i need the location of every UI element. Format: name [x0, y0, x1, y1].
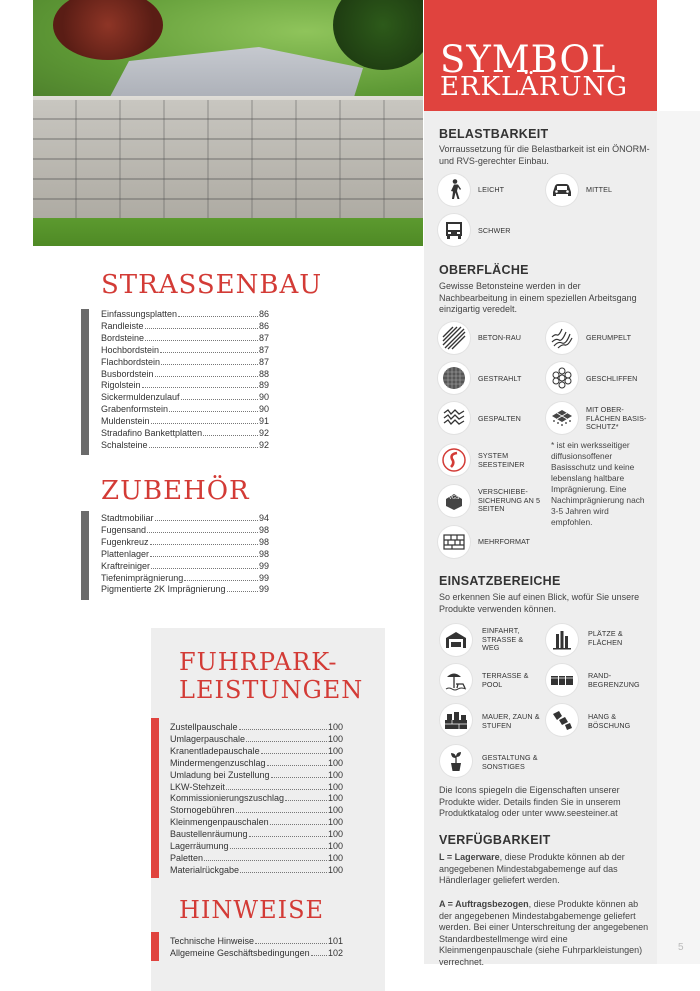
gestaltung-icon	[440, 745, 472, 777]
strassenbau-bar	[81, 309, 89, 455]
toc-entry-page: 100	[327, 757, 343, 768]
toc-leader-dots	[236, 812, 327, 813]
toc-entry	[101, 537, 269, 549]
ober-label-system: SYSTEM SEESTEINER	[478, 451, 525, 469]
toc-entry-page: 99	[258, 584, 269, 595]
toc-entry-page: 92	[258, 428, 269, 439]
toc-entry	[170, 829, 343, 841]
toc-entry-page: 100	[327, 793, 343, 804]
toc-entry-page: 100	[327, 864, 343, 875]
toc-entry	[101, 428, 269, 440]
toc-leader-dots	[267, 765, 327, 766]
toc-entry	[170, 841, 343, 853]
belastbarkeit-heading: BELASTBARKEIT	[439, 127, 549, 141]
toc-entry	[101, 573, 269, 585]
toc-entry-name: Mindermengenzuschlag	[170, 757, 266, 768]
toc-entry-name: Plattenlager	[101, 548, 150, 559]
einsatz-footer: Die Icons spiegeln die Eigenschaften unserer Produkte wider. Details finden Sie in unserem Produktkatalog oder unter www.seesteiner.at	[439, 785, 621, 818]
toc-entry	[170, 722, 343, 734]
garden-wall-photo	[33, 0, 423, 246]
toc-leader-dots	[239, 729, 327, 730]
toc-entry	[101, 440, 269, 452]
toc-entry-name: Einfassungsplatten	[101, 309, 178, 319]
verfueg-lagerware	[439, 852, 651, 887]
toc-entry-name: LKW-Stehzeit	[170, 781, 225, 792]
einsatz-label-gestaltung: GESTALTUNG & SONSTIGES	[482, 753, 538, 771]
toc-entry-page: 100	[327, 805, 343, 816]
verschiebesicherung-icon	[438, 485, 470, 517]
gerumpelt-icon	[546, 322, 578, 354]
ober-label-gespalten: GESPALTEN	[478, 414, 521, 423]
toc-leader-dots	[249, 836, 327, 837]
toc-entry	[170, 936, 343, 948]
toc-entry-name: Technische Hinweise	[170, 936, 255, 946]
toc-entry-name: Schalsteine	[101, 439, 148, 450]
seesteiner-logo-icon	[438, 444, 470, 476]
toc-leader-dots	[155, 376, 258, 377]
verfuegbarkeit-heading: VERFÜGBARKEIT	[439, 833, 551, 847]
toc-entry-name: Materialrückgabe	[170, 864, 240, 875]
toc-entry-page: 100	[327, 841, 343, 852]
auftrag-key: A = Auftragsbezogen	[439, 899, 529, 909]
toc-leader-dots	[145, 328, 258, 329]
ober-label-geschliffen: GESCHLIFFEN	[586, 374, 638, 383]
title-line-1: SYMBOL	[440, 38, 617, 81]
toc-entry-name: Busbordstein	[101, 368, 154, 379]
toc-entry	[170, 853, 343, 865]
toc-entry	[170, 865, 343, 877]
fuhrpark-bar	[151, 718, 159, 878]
symbol-title-box	[424, 0, 657, 111]
hang-boeschung-icon	[546, 704, 578, 736]
toc-entry	[101, 345, 269, 357]
belast-label-schwer: SCHWER	[478, 226, 511, 235]
toc-entry-name: Umladung bei Zustellung	[170, 769, 270, 780]
toc-leader-dots	[181, 399, 258, 400]
einfahrt-icon	[440, 624, 472, 656]
vgs-badge-text: VGS	[448, 495, 460, 501]
toc-entry-name: Fugensand	[101, 524, 147, 535]
strassenbau-list	[101, 309, 269, 452]
einsatz-label-einfahrt: EINFAHRT, STRASSE & WEG	[482, 626, 524, 653]
toc-entry-page: 100	[327, 733, 343, 744]
toc-leader-dots	[149, 447, 258, 448]
ober-label-gerumpelt: GERUMPELT	[586, 333, 632, 342]
einsatz-text: So erkennen Sie auf einen Blick, wofür Sie unsere Produkte verwenden können.	[439, 592, 640, 614]
toc-entry-page: 87	[258, 332, 269, 343]
gestrahlt-icon	[438, 362, 470, 394]
basisschutz-icon	[546, 402, 578, 434]
toc-entry	[101, 357, 269, 369]
toc-entry-page: 98	[258, 548, 269, 559]
basisschutz-note: * ist ein werksseitiger diffusionsoffener Basisschutz und keine lebenslang haltbare Imprägnierung. Eine Nachimprägnierung nach 3-5 Jahren wird empfohlen.	[551, 440, 645, 527]
toc-entry-name: Muldenstein	[101, 416, 150, 427]
toc-entry	[101, 380, 269, 392]
toc-entry-name: Rigolstein	[101, 380, 141, 391]
toc-leader-dots	[145, 340, 258, 341]
toc-entry-page: 100	[327, 852, 343, 863]
toc-entry-page: 99	[258, 560, 269, 571]
toc-entry-name: Allgemeine Geschäftsbedingungen	[170, 947, 310, 958]
einsatz-label-hang: HANG & BÖSCHUNG	[588, 712, 631, 730]
einsatz-label-mauer: MAUER, ZAUN & STUFEN	[482, 712, 540, 730]
geschliffen-icon	[546, 362, 578, 394]
toc-entry	[170, 793, 343, 805]
toc-entry-page: 98	[258, 536, 269, 547]
toc-entry-name: Stradafino Bankettplatten	[101, 428, 203, 439]
toc-leader-dots	[227, 591, 258, 592]
toc-entry-name: Bordsteine	[101, 332, 145, 343]
randbegrenzung-icon	[546, 664, 578, 696]
zubehoer-list	[101, 513, 269, 596]
toc-leader-dots	[226, 789, 327, 790]
toc-entry	[101, 404, 269, 416]
car-icon	[546, 174, 578, 206]
toc-entry-page: 99	[258, 572, 269, 583]
toc-entry-page: 87	[258, 344, 269, 355]
toc-leader-dots	[142, 387, 258, 388]
toc-leader-dots	[311, 955, 327, 956]
toc-entry-name: Zustellpauschale	[170, 722, 238, 732]
belast-label-leicht: LEICHT	[478, 185, 505, 194]
toc-entry-name: Fugenkreuz	[101, 536, 149, 547]
toc-entry	[101, 513, 269, 525]
toc-entry	[170, 746, 343, 758]
toc-entry-name: Stadtmobiliar	[101, 513, 154, 523]
toc-entry-name: Pigmentierte 2K Imprägnierung	[101, 584, 226, 595]
gespalten-icon	[438, 402, 470, 434]
toc-leader-dots	[147, 532, 258, 533]
hinweise-bar	[151, 932, 159, 961]
toc-entry	[101, 321, 269, 333]
terrasse-pool-icon	[440, 664, 472, 696]
beton-rau-icon	[438, 322, 470, 354]
einsatz-label-rand: RAND-BEGRENZUNG	[588, 671, 640, 689]
toc-entry	[170, 770, 343, 782]
toc-entry-page: 90	[258, 392, 269, 403]
toc-leader-dots	[160, 352, 258, 353]
toc-leader-dots	[203, 435, 258, 436]
toc-entry-page: 100	[327, 817, 343, 828]
toc-entry	[101, 369, 269, 381]
mauer-zaun-icon	[440, 704, 472, 736]
mehrformat-icon	[438, 526, 470, 558]
toc-entry-name: Randleiste	[101, 320, 144, 331]
fuhrpark-heading-1: FUHRPARK-	[179, 648, 338, 676]
zubehoer-bar	[81, 511, 89, 600]
toc-entry	[101, 416, 269, 428]
toc-entry-page: 100	[327, 829, 343, 840]
toc-entry	[101, 549, 269, 561]
toc-leader-dots	[184, 580, 258, 581]
toc-leader-dots	[270, 824, 327, 825]
fuhrpark-heading-2: LEISTUNGEN	[179, 676, 364, 704]
lagerware-key: L = Lagerware	[439, 852, 500, 862]
oberflaeche-heading: OBERFLÄCHE	[439, 263, 529, 277]
toc-entry	[101, 561, 269, 573]
truck-icon	[438, 214, 470, 246]
toc-entry	[101, 333, 269, 345]
toc-leader-dots	[246, 741, 327, 742]
toc-leader-dots	[230, 848, 327, 849]
toc-entry-page: 100	[327, 745, 343, 756]
toc-entry-name: Tiefenimprägnierung	[101, 572, 184, 583]
page-number: 5	[678, 942, 684, 953]
toc-leader-dots	[150, 556, 258, 557]
toc-entry	[101, 584, 269, 596]
ober-label-mehrformat: MEHRFORMAT	[478, 537, 530, 546]
toc-leader-dots	[240, 872, 327, 873]
ober-label-verschiebe: VERSCHIEBE-SICHERUNG AN 5 SEITEN	[478, 487, 541, 514]
toc-entry	[170, 817, 343, 829]
toc-leader-dots	[150, 544, 258, 545]
toc-entry-page: 100	[327, 722, 343, 732]
toc-entry-name: Hochbordstein	[101, 344, 160, 355]
ober-label-gestrahlt: GESTRAHLT	[478, 374, 522, 383]
auftrag-text: , diese Produkte können ab der angegebenen Mindestabgabemenge geliefert werden. Bei einer Unterschreitung der angegebenen Standardbestellmenge wird eine Kleinmengenpauschale (siehe Fuhrparkleistungen) verrechnet.	[439, 899, 649, 967]
verfueg-auftrag	[439, 899, 651, 968]
toc-leader-dots	[161, 364, 258, 365]
toc-leader-dots	[285, 800, 327, 801]
toc-leader-dots	[178, 316, 258, 317]
lagerware-text: , diese Produkte können ab der angegebenen Mindestabgabemenge auf das Händlerlager geliefert werden.	[439, 852, 625, 885]
toc-leader-dots	[155, 520, 258, 521]
zubehoer-heading: ZUBEHÖR	[101, 476, 250, 506]
toc-leader-dots	[151, 423, 258, 424]
toc-entry-page: 102	[327, 947, 343, 958]
toc-entry-page: 88	[258, 368, 269, 379]
toc-leader-dots	[261, 753, 327, 754]
toc-entry	[101, 525, 269, 537]
einsatz-label-plaetze: PLÄTZE & FLÄCHEN	[588, 629, 623, 647]
oberflaeche-text: Gewisse Betonsteine werden in der Nachbearbeitung in einem speziellen Arbeitsgang einzigartig veredelt.	[439, 281, 637, 314]
belastbarkeit-text: Vorraussetzung für die Belastbarkeit ist ein ÖNORM- und RVS-gerechter Einbau.	[439, 144, 650, 166]
toc-entry-page: 100	[327, 781, 343, 792]
toc-entry	[170, 758, 343, 770]
panel-edge	[657, 111, 700, 964]
toc-entry-page: 90	[258, 404, 269, 415]
toc-leader-dots	[255, 943, 327, 944]
toc-entry-name: Grabenformstein	[101, 404, 169, 415]
toc-entry-page: 98	[258, 524, 269, 535]
ober-label-basisschutz: MIT OBER-FLÄCHEN BASIS-SCHUTZ*	[586, 405, 647, 432]
toc-entry	[101, 392, 269, 404]
toc-entry-name: Sickermuldenzulauf	[101, 392, 180, 403]
toc-leader-dots	[169, 411, 258, 412]
strassenbau-heading: STRASSENBAU	[101, 270, 323, 300]
toc-entry-page: 87	[258, 356, 269, 367]
toc-entry-name: Baustellenräumung	[170, 829, 248, 840]
walking-person-icon	[438, 174, 470, 206]
toc-entry	[170, 805, 343, 817]
toc-entry-page: 101	[327, 936, 343, 946]
toc-entry-page: 92	[258, 439, 269, 450]
toc-entry-page: 86	[258, 320, 269, 331]
toc-leader-dots	[151, 568, 258, 569]
toc-entry-name: Lagerräumung	[170, 841, 229, 852]
toc-entry-name: Flachbordstein	[101, 356, 161, 367]
toc-entry-name: Paletten	[170, 852, 204, 863]
toc-leader-dots	[204, 860, 327, 861]
einsatz-heading: EINSATZBEREICHE	[439, 574, 561, 588]
hinweise-heading: HINWEISE	[179, 896, 325, 924]
toc-entry-name: Kranentladepauschale	[170, 745, 260, 756]
toc-leader-dots	[271, 777, 327, 778]
einsatz-label-terrasse: TERRASSE & POOL	[482, 671, 529, 689]
ober-label-beton-rau: BETON-RAU	[478, 333, 522, 342]
toc-entry-name: Umlagerpauschale	[170, 733, 246, 744]
toc-entry	[170, 734, 343, 746]
toc-entry-name: Stornogebühren	[170, 805, 235, 816]
toc-entry	[170, 782, 343, 794]
toc-entry-name: Kleinmengenpauschalen	[170, 817, 269, 828]
toc-entry	[170, 948, 343, 960]
toc-entry-name: Kommissionierungszuschlag	[170, 793, 285, 804]
toc-entry-name: Kraftreiniger	[101, 560, 151, 571]
toc-entry-page: 89	[258, 380, 269, 391]
toc-entry	[101, 309, 269, 321]
title-line-2: ERKLÄRUNG	[440, 72, 629, 102]
toc-entry-page: 100	[327, 769, 343, 780]
fuhrpark-list	[170, 722, 343, 877]
toc-entry-page: 91	[258, 416, 269, 427]
toc-entry-page: 94	[258, 513, 269, 523]
belast-label-mittel: MITTEL	[586, 185, 613, 194]
toc-entry-page: 86	[258, 309, 269, 319]
hinweise-list	[170, 936, 343, 960]
plaetze-icon	[546, 624, 578, 656]
